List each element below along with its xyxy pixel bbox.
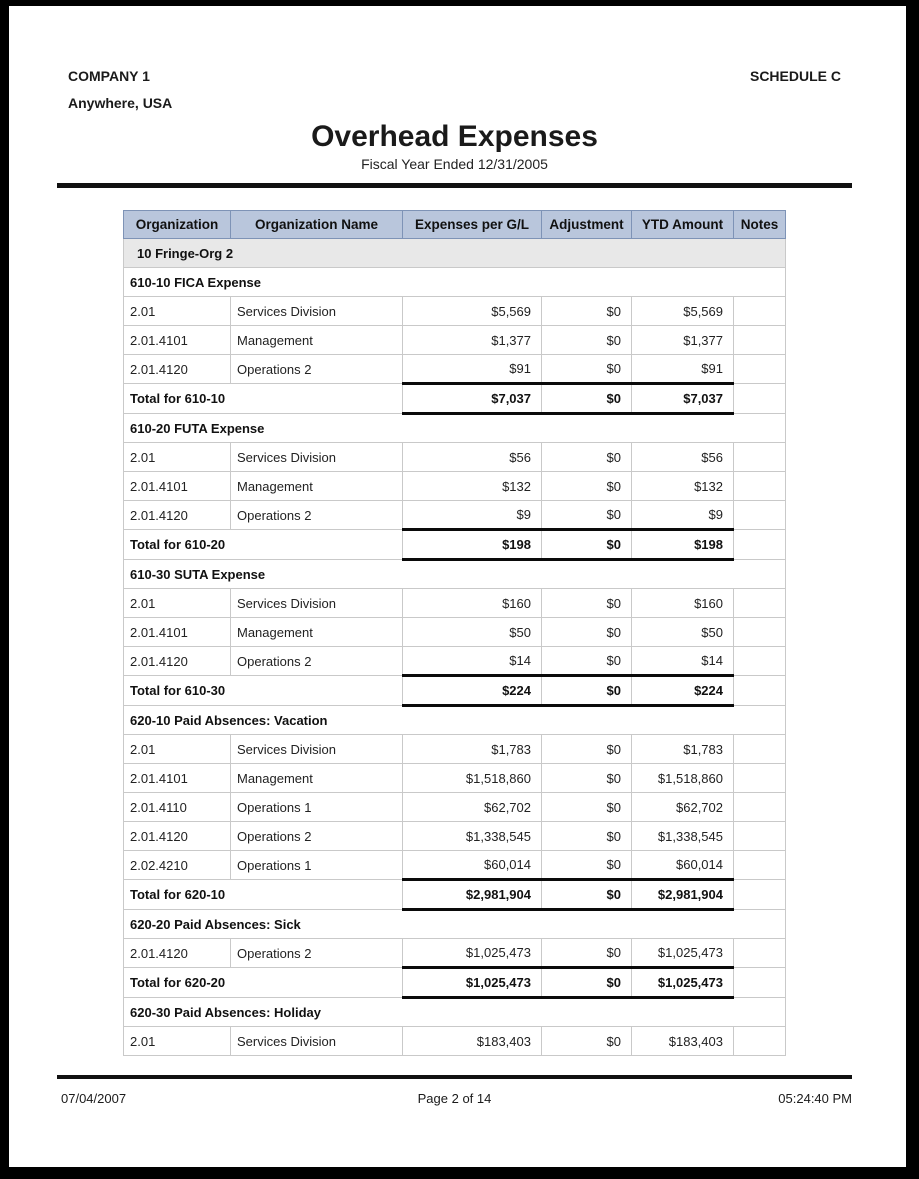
notes-cell <box>734 297 786 326</box>
adjustment-cell: $0 <box>542 851 632 880</box>
expenses-cell: $1,377 <box>403 326 542 355</box>
total-expenses-cell: $1,025,473 <box>403 968 542 998</box>
table-header-row <box>124 211 786 239</box>
notes-cell <box>734 589 786 618</box>
expenses-cell: $1,338,545 <box>403 822 542 851</box>
total-label-cell: Total for 610-20 <box>124 530 403 560</box>
organization-name-cell: Management <box>231 472 403 501</box>
organization-cell: 2.01 <box>124 443 231 472</box>
ytd-amount-cell: $1,783 <box>632 735 734 764</box>
data-row <box>124 793 786 822</box>
footer-time: 05:24:40 PM <box>778 1091 852 1106</box>
ytd-amount-cell: $1,025,473 <box>632 939 734 968</box>
adjustment-cell: $0 <box>542 735 632 764</box>
adjustment-cell: $0 <box>542 472 632 501</box>
data-row <box>124 326 786 355</box>
adjustment-cell: $0 <box>542 764 632 793</box>
expenses-cell: $14 <box>403 647 542 676</box>
organization-name-cell: Operations 2 <box>231 355 403 384</box>
adjustment-cell: $0 <box>542 443 632 472</box>
footer-date: 07/04/2007 <box>61 1091 127 1106</box>
total-adjustment-cell: $0 <box>542 384 632 414</box>
total-ytd-cell: $2,981,904 <box>632 880 734 910</box>
organization-cell: 2.01 <box>124 1027 231 1056</box>
notes-cell <box>734 326 786 355</box>
column-header-ytd-amount: YTD Amount <box>632 211 734 239</box>
section-header-cell: 620-20 Paid Absences: Sick <box>124 910 786 939</box>
expenses-cell: $56 <box>403 443 542 472</box>
group-header-cell: 10 Fringe-Org 2 <box>124 239 786 268</box>
expenses-cell: $132 <box>403 472 542 501</box>
total-ytd-cell: $198 <box>632 530 734 560</box>
organization-name-cell: Services Division <box>231 1027 403 1056</box>
data-row <box>124 355 786 384</box>
column-header-notes: Notes <box>734 211 786 239</box>
notes-cell <box>734 764 786 793</box>
section-header-cell: 610-30 SUTA Expense <box>124 560 786 589</box>
footer-texts <box>57 1091 852 1106</box>
expenses-cell: $183,403 <box>403 1027 542 1056</box>
data-row <box>124 297 786 326</box>
notes-cell <box>734 793 786 822</box>
adjustment-cell: $0 <box>542 326 632 355</box>
adjustment-cell: $0 <box>542 589 632 618</box>
total-notes-cell <box>734 676 786 706</box>
notes-cell <box>734 501 786 530</box>
expenses-cell: $1,783 <box>403 735 542 764</box>
organization-name-cell: Management <box>231 618 403 647</box>
data-row <box>124 1027 786 1056</box>
data-row <box>124 443 786 472</box>
section-header-row <box>124 910 786 939</box>
total-row <box>124 880 786 910</box>
total-adjustment-cell: $0 <box>542 676 632 706</box>
group-header-row <box>124 239 786 268</box>
adjustment-cell: $0 <box>542 355 632 384</box>
column-header-organization: Organization <box>124 211 231 239</box>
expenses-table <box>123 210 786 1056</box>
report-header-line <box>57 68 852 84</box>
notes-cell <box>734 472 786 501</box>
organization-name-cell: Operations 2 <box>231 822 403 851</box>
column-header-adjustment: Adjustment <box>542 211 632 239</box>
organization-cell: 2.01.4101 <box>124 472 231 501</box>
organization-name-cell: Operations 1 <box>231 851 403 880</box>
expenses-cell: $1,518,860 <box>403 764 542 793</box>
organization-name-cell: Operations 1 <box>231 793 403 822</box>
notes-cell <box>734 1027 786 1056</box>
total-notes-cell <box>734 384 786 414</box>
organization-cell: 2.01.4120 <box>124 355 231 384</box>
data-row <box>124 647 786 676</box>
ytd-amount-cell: $1,518,860 <box>632 764 734 793</box>
adjustment-cell: $0 <box>542 618 632 647</box>
notes-cell <box>734 851 786 880</box>
expenses-cell: $50 <box>403 618 542 647</box>
notes-cell <box>734 735 786 764</box>
organization-name-cell: Management <box>231 326 403 355</box>
adjustment-cell: $0 <box>542 1027 632 1056</box>
expenses-cell: $1,025,473 <box>403 939 542 968</box>
total-ytd-cell: $7,037 <box>632 384 734 414</box>
ytd-amount-cell: $1,377 <box>632 326 734 355</box>
column-header-expenses: Expenses per G/L <box>403 211 542 239</box>
total-adjustment-cell: $0 <box>542 530 632 560</box>
organization-cell: 2.01 <box>124 297 231 326</box>
data-row <box>124 851 786 880</box>
total-expenses-cell: $2,981,904 <box>403 880 542 910</box>
expenses-cell: $5,569 <box>403 297 542 326</box>
total-ytd-cell: $224 <box>632 676 734 706</box>
organization-cell: 2.01.4120 <box>124 822 231 851</box>
total-adjustment-cell: $0 <box>542 880 632 910</box>
organization-cell: 2.01.4120 <box>124 647 231 676</box>
ytd-amount-cell: $1,338,545 <box>632 822 734 851</box>
organization-cell: 2.02.4210 <box>124 851 231 880</box>
data-row <box>124 618 786 647</box>
adjustment-cell: $0 <box>542 501 632 530</box>
adjustment-cell: $0 <box>542 647 632 676</box>
ytd-amount-cell: $183,403 <box>632 1027 734 1056</box>
total-notes-cell <box>734 530 786 560</box>
section-header-row <box>124 560 786 589</box>
ytd-amount-cell: $56 <box>632 443 734 472</box>
organization-cell: 2.01.4110 <box>124 793 231 822</box>
section-header-cell: 620-10 Paid Absences: Vacation <box>124 706 786 735</box>
data-row <box>124 501 786 530</box>
organization-cell: 2.01 <box>124 589 231 618</box>
organization-cell: 2.01.4101 <box>124 764 231 793</box>
report-footer <box>57 1075 852 1106</box>
report-page <box>9 6 906 1167</box>
section-header-cell: 610-10 FICA Expense <box>124 268 786 297</box>
total-row <box>124 384 786 414</box>
footer-rule <box>57 1075 852 1079</box>
total-expenses-cell: $7,037 <box>403 384 542 414</box>
notes-cell <box>734 618 786 647</box>
company-name: COMPANY 1 <box>68 68 150 84</box>
total-label-cell: Total for 610-30 <box>124 676 403 706</box>
organization-name-cell: Operations 2 <box>231 501 403 530</box>
adjustment-cell: $0 <box>542 793 632 822</box>
section-header-row <box>124 706 786 735</box>
expenses-cell: $160 <box>403 589 542 618</box>
section-header-cell: 610-20 FUTA Expense <box>124 414 786 443</box>
expenses-cell: $62,702 <box>403 793 542 822</box>
column-header-organization-name: Organization Name <box>231 211 403 239</box>
company-address: Anywhere, USA <box>68 95 173 111</box>
data-row <box>124 472 786 501</box>
organization-cell: 2.01 <box>124 735 231 764</box>
schedule-label: SCHEDULE C <box>749 68 841 84</box>
expenses-cell: $91 <box>403 355 542 384</box>
organization-cell: 2.01.4101 <box>124 326 231 355</box>
data-row <box>124 939 786 968</box>
ytd-amount-cell: $91 <box>632 355 734 384</box>
organization-name-cell: Services Division <box>231 297 403 326</box>
ytd-amount-cell: $50 <box>632 618 734 647</box>
header-rule <box>57 183 852 188</box>
ytd-amount-cell: $9 <box>632 501 734 530</box>
organization-name-cell: Services Division <box>231 589 403 618</box>
section-header-cell: 620-30 Paid Absences: Holiday <box>124 998 786 1027</box>
notes-cell <box>734 355 786 384</box>
organization-cell: 2.01.4101 <box>124 618 231 647</box>
data-row <box>124 589 786 618</box>
total-adjustment-cell: $0 <box>542 968 632 998</box>
total-notes-cell <box>734 968 786 998</box>
ytd-amount-cell: $62,702 <box>632 793 734 822</box>
report-content <box>9 6 906 1056</box>
adjustment-cell: $0 <box>542 939 632 968</box>
total-row <box>124 530 786 560</box>
expenses-cell: $60,014 <box>403 851 542 880</box>
data-row <box>124 764 786 793</box>
notes-cell <box>734 647 786 676</box>
data-row <box>124 822 786 851</box>
organization-name-cell: Operations 2 <box>231 939 403 968</box>
total-row <box>124 968 786 998</box>
notes-cell <box>734 443 786 472</box>
ytd-amount-cell: $160 <box>632 589 734 618</box>
total-ytd-cell: $1,025,473 <box>632 968 734 998</box>
total-label-cell: Total for 620-20 <box>124 968 403 998</box>
data-row <box>124 735 786 764</box>
organization-name-cell: Services Division <box>231 735 403 764</box>
section-header-row <box>124 998 786 1027</box>
notes-cell <box>734 939 786 968</box>
page-subtitle: Fiscal Year Ended 12/31/2005 <box>361 156 548 172</box>
total-label-cell: Total for 620-10 <box>124 880 403 910</box>
adjustment-cell: $0 <box>542 297 632 326</box>
section-header-row <box>124 414 786 443</box>
expenses-cell: $9 <box>403 501 542 530</box>
organization-name-cell: Services Division <box>231 443 403 472</box>
total-label-cell: Total for 610-10 <box>124 384 403 414</box>
total-notes-cell <box>734 880 786 910</box>
organization-cell: 2.01.4120 <box>124 501 231 530</box>
organization-name-cell: Operations 2 <box>231 647 403 676</box>
ytd-amount-cell: $60,014 <box>632 851 734 880</box>
total-expenses-cell: $198 <box>403 530 542 560</box>
total-row <box>124 676 786 706</box>
notes-cell <box>734 822 786 851</box>
page-title: Overhead Expenses <box>311 120 598 153</box>
organization-cell: 2.01.4120 <box>124 939 231 968</box>
section-header-row <box>124 268 786 297</box>
total-expenses-cell: $224 <box>403 676 542 706</box>
ytd-amount-cell: $5,569 <box>632 297 734 326</box>
ytd-amount-cell: $14 <box>632 647 734 676</box>
footer-page-number: Page 2 of 14 <box>417 1091 492 1106</box>
adjustment-cell: $0 <box>542 822 632 851</box>
ytd-amount-cell: $132 <box>632 472 734 501</box>
organization-name-cell: Management <box>231 764 403 793</box>
